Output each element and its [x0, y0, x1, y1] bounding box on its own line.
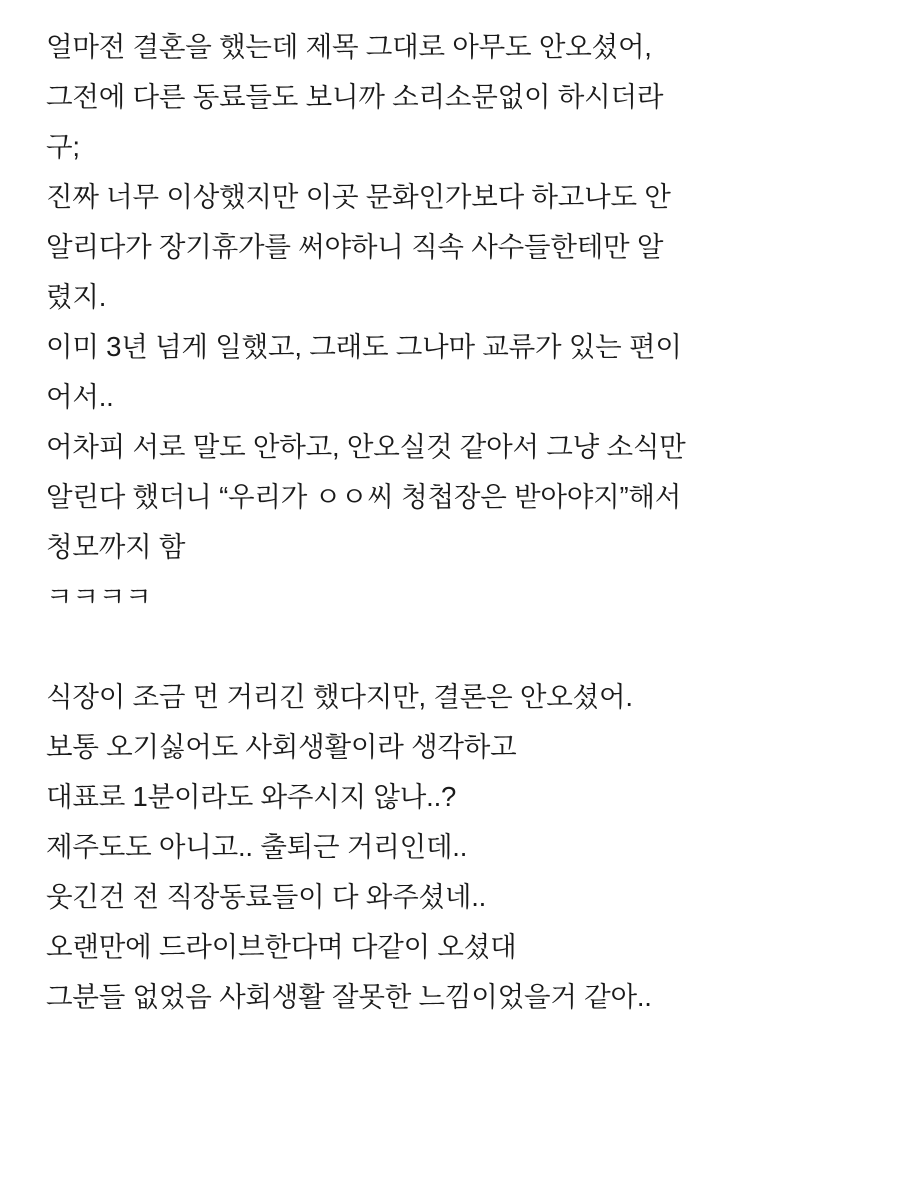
- post-body: [46, 22, 854, 1022]
- text-line: 오랜만에 드라이브한다며 다같이 오셨대: [46, 931, 517, 962]
- text-line: 그전에 다른 동료들도 보니까 소리소문없이 하시더라: [46, 81, 664, 112]
- text-line: 그분들 없었음 사회생활 잘못한 느낌이었을거 같아..: [46, 981, 652, 1012]
- text-line: 어서..: [46, 381, 114, 412]
- text-line: 알린다 했더니 “우리가 ㅇㅇ씨 청첩장은 받아야지”해서: [46, 481, 682, 512]
- text-line: 제주도도 아니고.. 출퇴근 거리인데..: [46, 831, 468, 862]
- text-line: 진짜 너무 이상했지만 이곳 문화인가보다 하고나도 안: [46, 181, 671, 212]
- paragraph-1: [46, 22, 854, 622]
- text-line: 알리다가 장기휴가를 써야하니 직속 사수들한테만 알: [46, 231, 664, 262]
- text-line: 식장이 조금 먼 거리긴 했다지만, 결론은 안오셨어.: [46, 681, 633, 712]
- paragraph-2: [46, 672, 854, 1022]
- text-line: ㅋㅋㅋㅋ: [46, 581, 152, 612]
- text-line: 렸지.: [46, 281, 107, 312]
- text-line: 보통 오기싫어도 사회생활이라 생각하고: [46, 731, 517, 762]
- text-line: 청모까지 함: [46, 531, 186, 562]
- text-line: 어차피 서로 말도 안하고, 안오실것 같아서 그냥 소식만: [46, 431, 686, 462]
- text-line: 웃긴건 전 직장동료들이 다 와주셨네..: [46, 881, 487, 912]
- text-line: 구;: [46, 131, 80, 162]
- paragraph-spacer: [46, 622, 854, 672]
- text-line: 이미 3년 넘게 일했고, 그래도 그나마 교류가 있는 편이: [46, 331, 682, 362]
- text-line: 대표로 1분이라도 와주시지 않나..?: [46, 781, 457, 812]
- text-line: 얼마전 결혼을 했는데 제목 그대로 아무도 안오셨어,: [46, 31, 652, 62]
